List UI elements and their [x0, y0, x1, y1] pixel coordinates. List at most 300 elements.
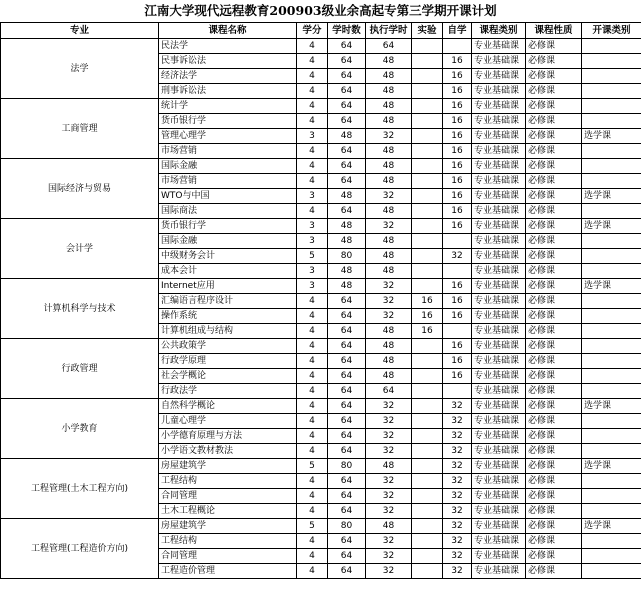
hours-cell: 64: [328, 384, 366, 399]
open-type-cell: [582, 144, 641, 159]
category-cell: 专业基础课: [472, 159, 526, 174]
major-cell: 会计学: [1, 219, 159, 279]
nature-cell: 必修课: [526, 264, 582, 279]
course-name-cell: 操作系统: [159, 309, 297, 324]
header-row: [1, 23, 641, 39]
open-type-cell: 选学课: [582, 129, 641, 144]
hours-cell: 64: [328, 399, 366, 414]
open-type-cell: [582, 39, 641, 54]
lab-cell: [412, 429, 443, 444]
credit-cell: 4: [297, 174, 328, 189]
course-name-cell: 刑事诉讼法: [159, 84, 297, 99]
category-cell: 专业基础课: [472, 114, 526, 129]
course-name-cell: 公共政策学: [159, 339, 297, 354]
lab-cell: [412, 264, 443, 279]
self-study-cell: 32: [443, 564, 472, 579]
nature-cell: 必修课: [526, 294, 582, 309]
self-study-cell: 16: [443, 294, 472, 309]
open-type-cell: [582, 249, 641, 264]
exec-hours-cell: 32: [366, 474, 412, 489]
lab-cell: [412, 99, 443, 114]
course-name-cell: 小学德育原理与方法: [159, 429, 297, 444]
self-study-cell: 16: [443, 354, 472, 369]
hours-cell: 48: [328, 219, 366, 234]
open-type-cell: [582, 564, 641, 579]
lab-cell: 16: [412, 309, 443, 324]
category-cell: 专业基础课: [472, 549, 526, 564]
open-type-cell: [582, 159, 641, 174]
course-name-cell: 民事诉讼法: [159, 54, 297, 69]
self-study-cell: 16: [443, 174, 472, 189]
lab-cell: [412, 144, 443, 159]
credit-cell: 4: [297, 339, 328, 354]
nature-cell: 必修课: [526, 279, 582, 294]
credit-cell: 4: [297, 489, 328, 504]
open-type-cell: [582, 444, 641, 459]
course-name-cell: 合同管理: [159, 489, 297, 504]
credit-cell: 4: [297, 354, 328, 369]
category-cell: 专业基础课: [472, 249, 526, 264]
exec-hours-cell: 64: [366, 384, 412, 399]
open-type-cell: [582, 309, 641, 324]
hours-cell: 64: [328, 549, 366, 564]
lab-cell: [412, 369, 443, 384]
exec-hours-cell: 48: [366, 114, 412, 129]
credit-cell: 3: [297, 279, 328, 294]
credit-cell: 4: [297, 564, 328, 579]
hours-cell: 64: [328, 294, 366, 309]
exec-hours-cell: 32: [366, 504, 412, 519]
category-cell: 专业基础课: [472, 39, 526, 54]
exec-hours-cell: 32: [366, 444, 412, 459]
header-lab: 实验: [412, 23, 443, 39]
nature-cell: 必修课: [526, 549, 582, 564]
open-type-cell: [582, 324, 641, 339]
hours-cell: 64: [328, 204, 366, 219]
nature-cell: 必修课: [526, 54, 582, 69]
course-name-cell: 货币银行学: [159, 219, 297, 234]
header-exec-hours: 执行学时: [366, 23, 412, 39]
self-study-cell: 32: [443, 489, 472, 504]
credit-cell: 5: [297, 459, 328, 474]
nature-cell: 必修课: [526, 69, 582, 84]
lab-cell: [412, 549, 443, 564]
exec-hours-cell: 32: [366, 534, 412, 549]
lab-cell: [412, 174, 443, 189]
self-study-cell: 16: [443, 369, 472, 384]
hours-cell: 48: [328, 234, 366, 249]
open-type-cell: [582, 114, 641, 129]
open-type-cell: [582, 174, 641, 189]
category-cell: 专业基础课: [472, 504, 526, 519]
nature-cell: 必修课: [526, 189, 582, 204]
hours-cell: 64: [328, 324, 366, 339]
hours-cell: 64: [328, 174, 366, 189]
open-type-cell: [582, 429, 641, 444]
header-nature: 课程性质: [526, 23, 582, 39]
credit-cell: 3: [297, 264, 328, 279]
self-study-cell: 16: [443, 84, 472, 99]
exec-hours-cell: 32: [366, 219, 412, 234]
exec-hours-cell: 48: [366, 204, 412, 219]
major-cell: 行政管理: [1, 339, 159, 399]
hours-cell: 64: [328, 84, 366, 99]
open-type-cell: [582, 54, 641, 69]
hours-cell: 80: [328, 249, 366, 264]
credit-cell: 3: [297, 219, 328, 234]
lab-cell: [412, 444, 443, 459]
credit-cell: 4: [297, 549, 328, 564]
exec-hours-cell: 32: [366, 129, 412, 144]
exec-hours-cell: 32: [366, 399, 412, 414]
open-type-cell: [582, 384, 641, 399]
nature-cell: 必修课: [526, 309, 582, 324]
credit-cell: 4: [297, 144, 328, 159]
open-type-cell: [582, 474, 641, 489]
course-name-cell: 市场营销: [159, 144, 297, 159]
lab-cell: [412, 504, 443, 519]
category-cell: 专业基础课: [472, 144, 526, 159]
exec-hours-cell: 32: [366, 549, 412, 564]
header-major: 专业: [1, 23, 159, 39]
lab-cell: [412, 129, 443, 144]
open-type-cell: 选学课: [582, 459, 641, 474]
course-name-cell: 中级财务会计: [159, 249, 297, 264]
open-type-cell: [582, 354, 641, 369]
self-study-cell: 32: [443, 414, 472, 429]
course-name-cell: 国际金融: [159, 234, 297, 249]
self-study-cell: 16: [443, 204, 472, 219]
hours-cell: 48: [328, 264, 366, 279]
exec-hours-cell: 32: [366, 414, 412, 429]
open-type-cell: [582, 84, 641, 99]
self-study-cell: 16: [443, 144, 472, 159]
table-row: [1, 279, 641, 294]
hours-cell: 64: [328, 309, 366, 324]
course-name-cell: 汇编语言程序设计: [159, 294, 297, 309]
lab-cell: [412, 234, 443, 249]
hours-cell: 64: [328, 369, 366, 384]
self-study-cell: 16: [443, 189, 472, 204]
open-type-cell: [582, 414, 641, 429]
self-study-cell: 16: [443, 99, 472, 114]
hours-cell: 48: [328, 129, 366, 144]
header-course: 课程名称: [159, 23, 297, 39]
nature-cell: 必修课: [526, 459, 582, 474]
open-type-cell: 选学课: [582, 519, 641, 534]
open-type-cell: [582, 204, 641, 219]
open-type-cell: [582, 69, 641, 84]
table-row: [1, 399, 641, 414]
nature-cell: 必修课: [526, 249, 582, 264]
hours-cell: 64: [328, 414, 366, 429]
credit-cell: 4: [297, 54, 328, 69]
nature-cell: 必修课: [526, 414, 582, 429]
nature-cell: 必修课: [526, 234, 582, 249]
table-row: [1, 99, 641, 114]
nature-cell: 必修课: [526, 384, 582, 399]
open-type-cell: [582, 264, 641, 279]
self-study-cell: 16: [443, 114, 472, 129]
credit-cell: 4: [297, 84, 328, 99]
table-row: [1, 519, 641, 534]
course-name-cell: 统计学: [159, 99, 297, 114]
header-credit: 学分: [297, 23, 328, 39]
category-cell: 专业基础课: [472, 324, 526, 339]
hours-cell: 64: [328, 54, 366, 69]
category-cell: 专业基础课: [472, 489, 526, 504]
category-cell: 专业基础课: [472, 369, 526, 384]
course-name-cell: 国际商法: [159, 204, 297, 219]
hours-cell: 64: [328, 504, 366, 519]
exec-hours-cell: 48: [366, 84, 412, 99]
major-cell: 工商管理: [1, 99, 159, 159]
credit-cell: 4: [297, 534, 328, 549]
hours-cell: 64: [328, 69, 366, 84]
lab-cell: [412, 54, 443, 69]
course-name-cell: 小学语文教材教法: [159, 444, 297, 459]
course-name-cell: 合同管理: [159, 549, 297, 564]
lab-cell: [412, 249, 443, 264]
category-cell: 专业基础课: [472, 189, 526, 204]
course-name-cell: 经济法学: [159, 69, 297, 84]
open-type-cell: [582, 369, 641, 384]
nature-cell: 必修课: [526, 534, 582, 549]
category-cell: 专业基础课: [472, 519, 526, 534]
course-name-cell: 工程造价管理: [159, 564, 297, 579]
category-cell: 专业基础课: [472, 474, 526, 489]
course-name-cell: 国际金融: [159, 159, 297, 174]
category-cell: 专业基础课: [472, 129, 526, 144]
nature-cell: 必修课: [526, 474, 582, 489]
exec-hours-cell: 32: [366, 294, 412, 309]
course-name-cell: 社会学概论: [159, 369, 297, 384]
open-type-cell: [582, 489, 641, 504]
open-type-cell: [582, 234, 641, 249]
self-study-cell: 32: [443, 249, 472, 264]
open-type-cell: [582, 504, 641, 519]
category-cell: 专业基础课: [472, 99, 526, 114]
self-study-cell: [443, 324, 472, 339]
hours-cell: 64: [328, 429, 366, 444]
category-cell: 专业基础课: [472, 399, 526, 414]
category-cell: 专业基础课: [472, 69, 526, 84]
nature-cell: 必修课: [526, 174, 582, 189]
document-title: 江南大学现代远程教育200903级业余高起专第三学期开课计划: [144, 3, 497, 18]
lab-cell: [412, 204, 443, 219]
category-cell: 专业基础课: [472, 174, 526, 189]
header-self: 自学: [443, 23, 472, 39]
course-name-cell: 土木工程概论: [159, 504, 297, 519]
nature-cell: 必修课: [526, 504, 582, 519]
exec-hours-cell: 32: [366, 489, 412, 504]
lab-cell: [412, 114, 443, 129]
nature-cell: 必修课: [526, 84, 582, 99]
category-cell: 专业基础课: [472, 354, 526, 369]
exec-hours-cell: 32: [366, 564, 412, 579]
lab-cell: [412, 459, 443, 474]
exec-hours-cell: 32: [366, 279, 412, 294]
header-open-type: 开课类别: [582, 23, 641, 39]
exec-hours-cell: 48: [366, 519, 412, 534]
nature-cell: 必修课: [526, 99, 582, 114]
category-cell: 专业基础课: [472, 264, 526, 279]
self-study-cell: 16: [443, 279, 472, 294]
nature-cell: 必修课: [526, 429, 582, 444]
self-study-cell: [443, 39, 472, 54]
exec-hours-cell: 48: [366, 264, 412, 279]
self-study-cell: 32: [443, 429, 472, 444]
course-name-cell: 市场营销: [159, 174, 297, 189]
exec-hours-cell: 48: [366, 459, 412, 474]
hours-cell: 80: [328, 459, 366, 474]
exec-hours-cell: 32: [366, 429, 412, 444]
nature-cell: 必修课: [526, 39, 582, 54]
table-row: [1, 219, 641, 234]
category-cell: 专业基础课: [472, 234, 526, 249]
self-study-cell: 32: [443, 474, 472, 489]
lab-cell: [412, 279, 443, 294]
category-cell: 专业基础课: [472, 279, 526, 294]
self-study-cell: 32: [443, 459, 472, 474]
nature-cell: 必修课: [526, 114, 582, 129]
open-type-cell: [582, 339, 641, 354]
credit-cell: 4: [297, 324, 328, 339]
open-type-cell: [582, 294, 641, 309]
nature-cell: 必修课: [526, 354, 582, 369]
course-name-cell: 房屋建筑学: [159, 459, 297, 474]
exec-hours-cell: 48: [366, 324, 412, 339]
lab-cell: [412, 354, 443, 369]
header-category: 课程类别: [472, 23, 526, 39]
credit-cell: 4: [297, 204, 328, 219]
hours-cell: 64: [328, 39, 366, 54]
credit-cell: 4: [297, 39, 328, 54]
major-cell: 国际经济与贸易: [1, 159, 159, 219]
major-cell: 计算机科学与技术: [1, 279, 159, 339]
lab-cell: [412, 39, 443, 54]
course-name-cell: 自然科学概论: [159, 399, 297, 414]
credit-cell: 4: [297, 69, 328, 84]
category-cell: 专业基础课: [472, 384, 526, 399]
hours-cell: 64: [328, 564, 366, 579]
self-study-cell: [443, 384, 472, 399]
category-cell: 专业基础课: [472, 534, 526, 549]
self-study-cell: 16: [443, 69, 472, 84]
exec-hours-cell: 48: [366, 54, 412, 69]
open-type-cell: 选学课: [582, 279, 641, 294]
lab-cell: [412, 219, 443, 234]
category-cell: 专业基础课: [472, 564, 526, 579]
self-study-cell: [443, 264, 472, 279]
course-name-cell: Internet应用: [159, 279, 297, 294]
self-study-cell: 32: [443, 534, 472, 549]
open-type-cell: 选学课: [582, 189, 641, 204]
nature-cell: 必修课: [526, 324, 582, 339]
category-cell: 专业基础课: [472, 459, 526, 474]
course-name-cell: 计算机组成与结构: [159, 324, 297, 339]
exec-hours-cell: 48: [366, 69, 412, 84]
credit-cell: 3: [297, 234, 328, 249]
hours-cell: 64: [328, 534, 366, 549]
table-row: [1, 459, 641, 474]
credit-cell: 3: [297, 189, 328, 204]
category-cell: 专业基础课: [472, 309, 526, 324]
hours-cell: 64: [328, 99, 366, 114]
lab-cell: 16: [412, 324, 443, 339]
credit-cell: 4: [297, 159, 328, 174]
self-study-cell: 32: [443, 549, 472, 564]
major-cell: 工程管理(土木工程方向): [1, 459, 159, 519]
category-cell: 专业基础课: [472, 339, 526, 354]
lab-cell: [412, 534, 443, 549]
nature-cell: 必修课: [526, 159, 582, 174]
lab-cell: [412, 159, 443, 174]
open-type-cell: [582, 534, 641, 549]
self-study-cell: 16: [443, 54, 472, 69]
self-study-cell: 16: [443, 309, 472, 324]
course-schedule-table: [0, 22, 641, 579]
category-cell: 专业基础课: [472, 414, 526, 429]
credit-cell: 4: [297, 309, 328, 324]
lab-cell: [412, 339, 443, 354]
self-study-cell: 16: [443, 159, 472, 174]
hours-cell: 64: [328, 474, 366, 489]
credit-cell: 4: [297, 384, 328, 399]
exec-hours-cell: 48: [366, 369, 412, 384]
course-name-cell: 行政学原理: [159, 354, 297, 369]
course-name-cell: 房屋建筑学: [159, 519, 297, 534]
exec-hours-cell: 48: [366, 354, 412, 369]
self-study-cell: 16: [443, 129, 472, 144]
exec-hours-cell: 48: [366, 249, 412, 264]
credit-cell: 5: [297, 249, 328, 264]
exec-hours-cell: 64: [366, 39, 412, 54]
exec-hours-cell: 48: [366, 339, 412, 354]
self-study-cell: 32: [443, 504, 472, 519]
exec-hours-cell: 32: [366, 309, 412, 324]
category-cell: 专业基础课: [472, 294, 526, 309]
credit-cell: 4: [297, 399, 328, 414]
exec-hours-cell: 48: [366, 174, 412, 189]
course-name-cell: 行政法学: [159, 384, 297, 399]
lab-cell: [412, 414, 443, 429]
exec-hours-cell: 32: [366, 189, 412, 204]
credit-cell: 4: [297, 99, 328, 114]
credit-cell: 4: [297, 369, 328, 384]
self-study-cell: 32: [443, 444, 472, 459]
major-cell: 工程管理(工程造价方向): [1, 519, 159, 579]
nature-cell: 必修课: [526, 444, 582, 459]
course-name-cell: 工程结构: [159, 474, 297, 489]
hours-cell: 64: [328, 489, 366, 504]
credit-cell: 4: [297, 474, 328, 489]
lab-cell: [412, 189, 443, 204]
exec-hours-cell: 48: [366, 159, 412, 174]
lab-cell: [412, 384, 443, 399]
category-cell: 专业基础课: [472, 429, 526, 444]
hours-cell: 64: [328, 339, 366, 354]
exec-hours-cell: 48: [366, 234, 412, 249]
major-cell: 法学: [1, 39, 159, 99]
credit-cell: 4: [297, 414, 328, 429]
hours-cell: 64: [328, 444, 366, 459]
exec-hours-cell: 48: [366, 144, 412, 159]
exec-hours-cell: 48: [366, 99, 412, 114]
category-cell: 专业基础课: [472, 219, 526, 234]
hours-cell: 64: [328, 354, 366, 369]
category-cell: 专业基础课: [472, 444, 526, 459]
